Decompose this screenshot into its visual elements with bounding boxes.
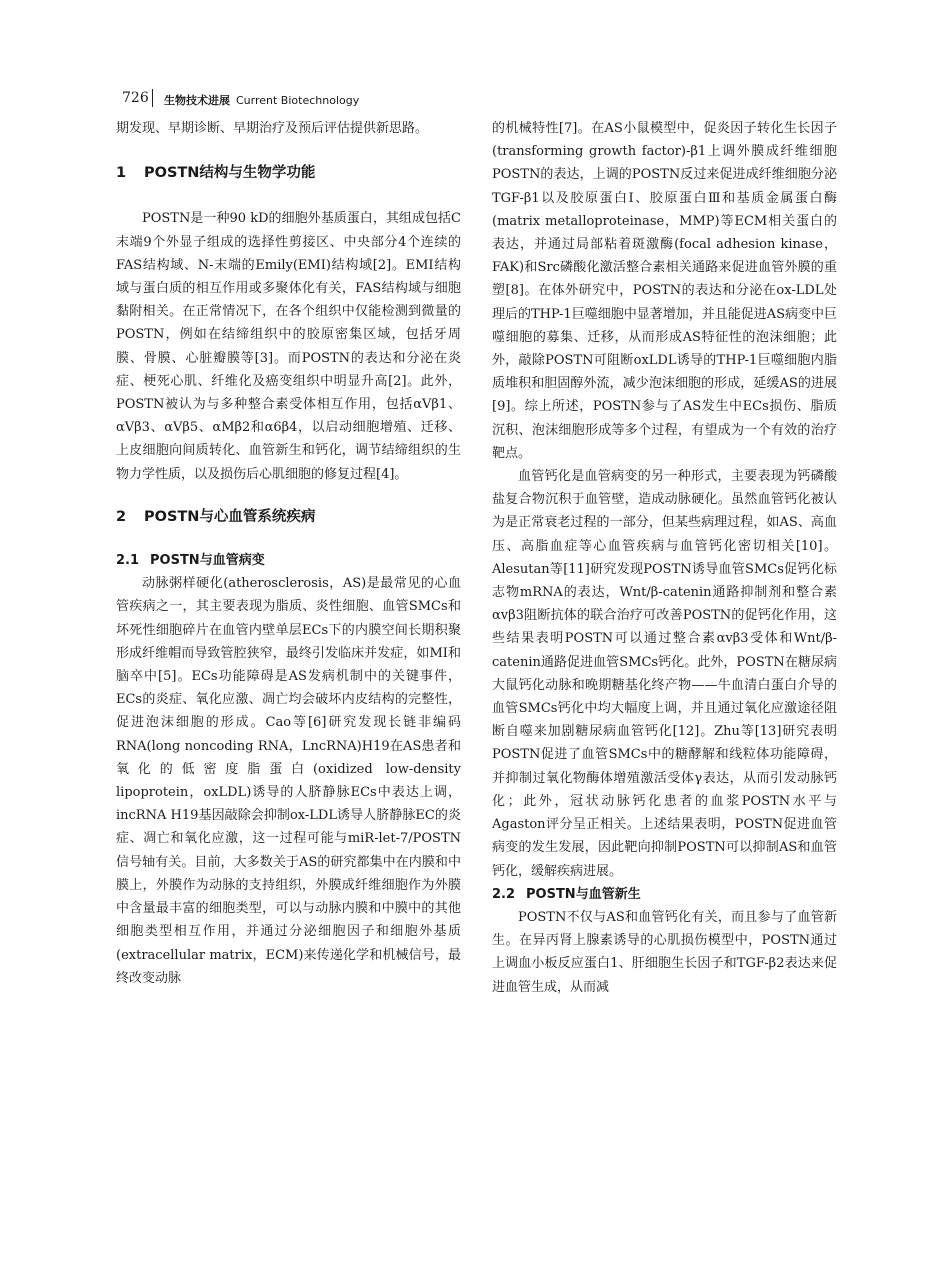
section-heading-2 xyxy=(116,506,461,529)
page-number: 726 xyxy=(122,90,149,106)
continued-paragraph: 期发现、早期诊断、早期治疗及预后评估提供新思路。 xyxy=(116,121,429,136)
header-divider xyxy=(152,89,153,107)
body-paragraph: 动脉粥样硬化(atherosclerosis，AS)是最常见的心血管疾病之一，其主要表现为脂质、炎性细胞、血管SMCs和坏死性细胞碎片在血管内壁单层ECs下的内膜空间长期积聚形成纤维帽而导致管腔狭窄，最终引发临床并发症，如MI和脑卒中[5]。ECs功能障碍是AS发病机制中的关键事件，ECs的炎症、氧化应激、凋亡均会破坏内皮结构的完整性，促进泡沫细胞的形成。Cao等[6]研究发现长链非编码RNA(long noncoding RNA，LncRNA)H19在AS患者和氧化的低密度脂蛋白(oxidized low-density lipoprotein，oxLDL)诱导的人脐静脉ECs中表达上调，incRNA H19基因敲除会抑制ox-LDL诱导人脐静脉EC的炎症、凋亡和氧化应激，这一过程可能与miR-let-7/POSTN信号轴有关。目前，大多数关于AS的研究都集中在内膜和中膜上，外膜作为动脉的支持组织，外膜成纤维细胞作为外膜中含量最丰富的细胞类型，可以与动脉内膜和中膜中的其他细胞类型相互作用，并通过分泌细胞因子和细胞外基质(extracellular matrix，ECM)来传递化学和机械信号，最终改变动脉 xyxy=(116,576,461,986)
body-paragraph: 血管钙化是血管病变的另一种形式，主要表现为钙磷酸盐复合物沉积于血管壁，造成动脉硬化。虽然血管钙化被认为是正常衰老过程的一部分，但某些病理过程，如AS、高血压、高脂血症等心血管疾病与血管钙化密切相关[10]。Alesutan等[11]研究发现POSTN诱导血管SMCs促钙化标志物mRNA的表达，Wnt/β-catenin通路抑制剂和整合素αvβ3阻断抗体的联合治疗可改善POSTN的促钙化作用，这些结果表明POSTN可以通过整合素αvβ3受体和Wnt/β-catenin通路促进血管SMCs钙化。此外，POSTN在糖尿病大鼠钙化动脉和晚期糖基化终产物——牛血清白蛋白介导的血管SMCs钙化中均大幅度上调，并且通过氧化应激途径阻断自噬来加剧糖尿病血管钙化[12]。Zhu等[13]研究表明POSTN促进了血管SMCs中的糖酵解和线粒体功能障碍，并抑制过氧化物酶体增殖激活受体γ表达，从而引发动脉钙化；此外，冠状动脉钙化患者的血浆POSTN水平与Agaston评分呈正相关。上述结果表明，POSTN促进血管病变的发生发展，因此靶向抑制POSTN可以抑制AS和血管钙化，缓解疾病进展。 xyxy=(492,469,837,879)
section-number: 2 xyxy=(116,508,127,525)
subsection-number: 2.2 xyxy=(492,886,516,902)
subsection-heading-2-1 xyxy=(116,549,461,572)
running-header xyxy=(116,86,836,110)
body-paragraph: POSTN是一种90 kD的细胞外基质蛋白，其组成包括C末端9个外显子组成的选择性剪接区、中央部分4个连续的FAS结构域、N-末端的Emily(EMI)结构域[2]。EMI结构域与蛋白质的相互作用或多聚体化有关，FAS结构域与细胞黏附相关。在正常情况下，在各个组织中仅能检测到微量的POSTN，例如在结缔组织中的胶原密集区域，包括牙周膜、骨膜、心脏瓣膜等[3]。而POSTN的表达和分泌在炎症、梗死心肌、纤维化及癌变组织中明显升高[2]。此外，POSTN被认为与多种整合素受体相互作用，包括αVβ1、αVβ3、αVβ5、αMβ2和α6β4，以启动细胞增殖、迁移、上皮细胞向间质转化、血管新生和钙化，调节结缔组织的生物力学性质，以及损伤后心肌细胞的修复过程[4]。 xyxy=(116,211,461,482)
journal-title-cn: 生物技术进展 xyxy=(164,94,230,107)
section-number: 1 xyxy=(116,165,127,182)
subsection-title: POSTN与血管病变 xyxy=(150,553,265,569)
left-column xyxy=(116,117,461,990)
journal-title-en: Current Biotechnology xyxy=(236,94,360,107)
continued-paragraph: 的机械特性[7]。在AS小鼠模型中，促炎因子转化生长因子(transforming growth factor)-β1上调外膜成纤维细胞POSTN的表达，上调的POSTN反过来促进成纤维细胞分泌TGF-β1以及胶原蛋白Ⅰ、胶原蛋白Ⅲ和基质金属蛋白酶(matrix metalloproteinase，MMP)等ECM相关蛋白的表达，并通过局部粘着斑激酶(focal adhesion kinase，FAK)和Src磷酸化激活整合素相关通路来促进血管外膜的重塑[8]。在体外研究中，POSTN的表达和分泌在ox-LDL处理后的THP-1巨噬细胞中显著增加，并且能促进AS病变中巨噬细胞的募集、迁移，从而形成AS特征性的泡沫细胞；此外，敲除POSTN可阻断oxLDL诱导的THP-1巨噬细胞内脂质堆积和胆固醇外流，减少泡沫细胞的形成，延缓AS的进展[9]。综上所述，POSTN参与了AS发生中ECs损伤、脂质沉积、泡沫细胞形成等多个过程，有望成为一个有效的治疗靶点。 xyxy=(492,121,838,461)
section-heading-1 xyxy=(116,162,461,185)
subsection-title: POSTN与血管新生 xyxy=(526,886,641,902)
section-title: POSTN与心血管系统疾病 xyxy=(144,508,316,525)
section-title: POSTN结构与生物学功能 xyxy=(144,165,316,182)
body-paragraph: POSTN不仅与AS和血管钙化有关，而且参与了血管新生。在异丙肾上腺素诱导的心肌损伤模型中，POSTN通过上调血小板反应蛋白1、肝细胞生长因子和TGF-β2表达来促进血管生成，从而减 xyxy=(492,909,837,995)
right-column xyxy=(492,117,837,999)
subsection-heading-2-2 xyxy=(492,883,837,906)
subsection-number: 2.1 xyxy=(116,553,140,569)
journal-title xyxy=(164,92,359,108)
